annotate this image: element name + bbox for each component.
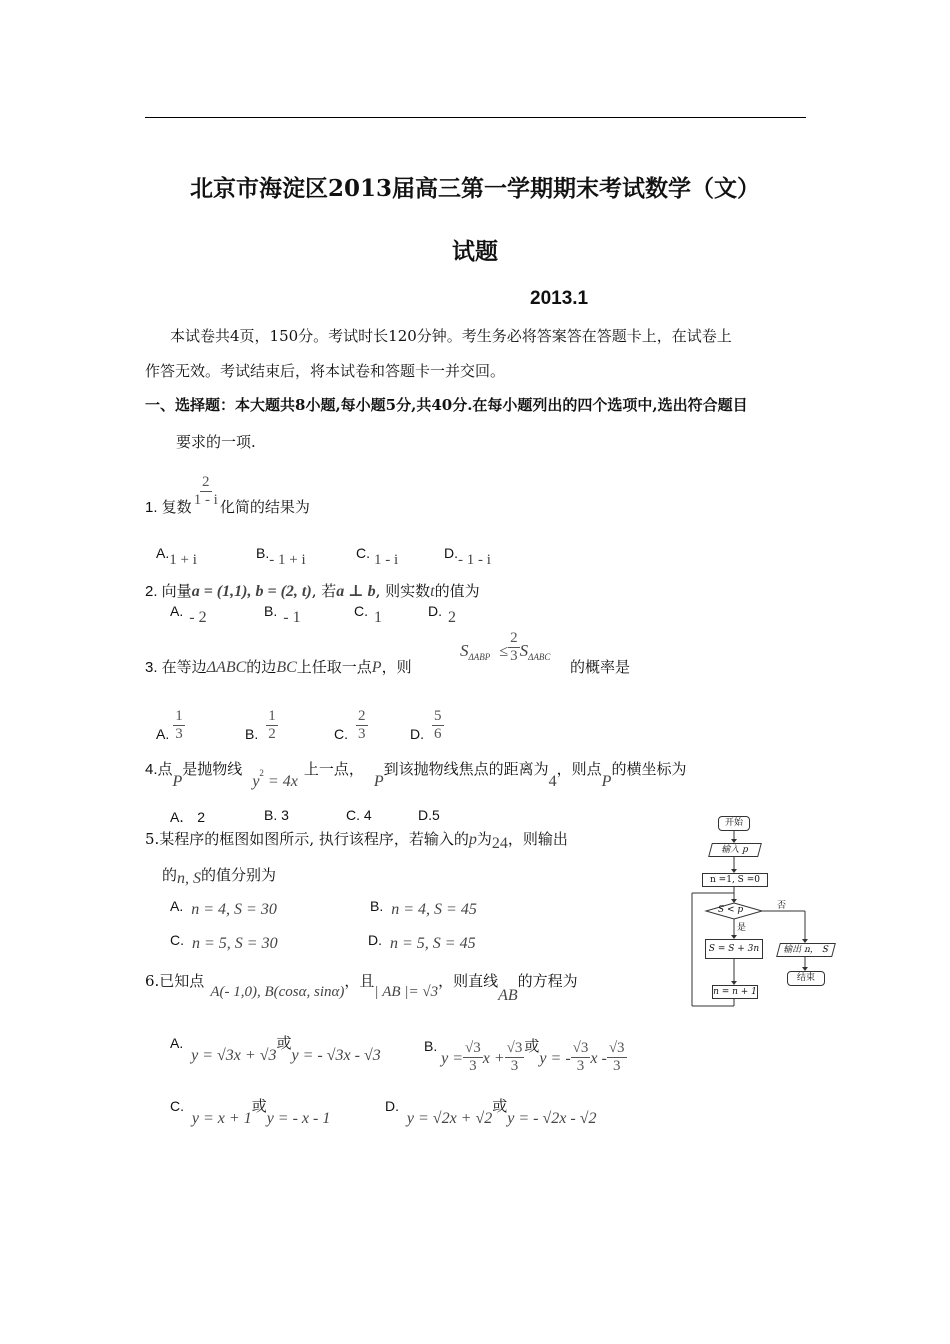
q1-option-a xyxy=(156,545,197,568)
q6-math-3: AB xyxy=(498,987,518,1004)
option-frac-den: 6 xyxy=(434,726,442,742)
flow-init: n =1, S =0 xyxy=(702,873,768,887)
q5-text-2: 为 xyxy=(476,830,492,848)
option-label: C. xyxy=(334,726,348,743)
q3-frac-den: 3 xyxy=(510,648,518,664)
q2-math-1: a = (1,1), b = (2, t) xyxy=(191,583,312,600)
q4-math-2b: = 4x xyxy=(263,773,298,790)
question-5 xyxy=(145,828,568,852)
option-value: n = 4, S = 45 xyxy=(391,901,477,918)
header-rule xyxy=(145,117,806,118)
section-heading-line2: 要求的一项. xyxy=(176,433,256,451)
option-value: 4 xyxy=(363,807,372,823)
q1-option-b xyxy=(256,545,306,568)
q3-text-3: 上任取一点 xyxy=(296,658,372,676)
flow-start: 开始 xyxy=(718,816,750,831)
q2-math-2: a ⊥ b xyxy=(336,583,376,600)
frac-den: 3 xyxy=(612,1058,621,1074)
q4-option-b xyxy=(264,807,289,823)
option-value: n = 4, S = 30 xyxy=(191,901,277,918)
q2-option-b xyxy=(264,603,301,626)
option-label: B. xyxy=(264,603,278,619)
q4-text-3: 上一点， xyxy=(303,760,364,778)
option-value: - 2 xyxy=(189,609,207,626)
flowchart-lines xyxy=(690,812,850,1008)
q3-leq: ≤ xyxy=(499,643,509,660)
q5-math-3: n, S xyxy=(177,870,202,887)
option-label: D. xyxy=(368,932,382,948)
option-value: - 1 + i xyxy=(269,552,306,568)
option-fraction xyxy=(266,708,278,743)
q6-option-a xyxy=(170,1032,381,1064)
q5-option-b xyxy=(370,898,477,916)
q5-text-5: 的值分别为 xyxy=(201,866,277,884)
q1-fraction xyxy=(192,474,220,509)
q3-text-2: 的边 xyxy=(246,658,277,676)
q2-option-c xyxy=(354,603,382,626)
option-label: C. xyxy=(170,932,184,948)
q1-option-c xyxy=(356,545,399,568)
q5-text-1: 5.某程序的框图如图所示, 执行该程序，若输入的 xyxy=(145,830,469,848)
q5-math-1: p xyxy=(468,831,477,848)
q3-option-c xyxy=(334,708,368,743)
q4-sup: 2 xyxy=(259,768,264,778)
q5-text-4: 的 xyxy=(162,866,178,884)
q6-d-eq1: y = √2x + √2 xyxy=(406,1110,493,1127)
q3-math-3: P xyxy=(371,659,382,676)
frac-den: 3 xyxy=(510,1058,519,1074)
option-fraction xyxy=(432,708,444,743)
q3-option-b xyxy=(245,708,278,743)
option-label: A. xyxy=(170,603,184,619)
frac-den: 3 xyxy=(469,1058,477,1074)
question-1 xyxy=(145,464,310,516)
q3-frac-num: 2 xyxy=(510,630,518,646)
option-label: C. xyxy=(354,603,368,619)
q4-option-a xyxy=(170,807,205,827)
q3-s-abp: S xyxy=(460,641,469,660)
option-label: D. xyxy=(428,603,442,619)
option-label: D. xyxy=(410,726,424,743)
option-label: A． xyxy=(170,809,194,825)
option-label: A. xyxy=(170,1035,184,1051)
q3-sub-abc: ΔABC xyxy=(528,652,551,662)
flow-update-s: S = S + 3n xyxy=(705,939,763,959)
q4-option-c xyxy=(346,807,372,823)
option-label: A. xyxy=(156,545,170,561)
q5-math-2: 24 xyxy=(491,835,508,852)
q4-text-1: 4.点 xyxy=(145,761,173,778)
option-value: 3 xyxy=(281,807,289,823)
option-value: 1 - i xyxy=(374,552,399,568)
q6-b-or: 或 xyxy=(524,1037,540,1056)
q6-b-eq1a: y = xyxy=(441,1050,464,1068)
q6-b-frac2 xyxy=(505,1040,525,1075)
q6-math-1: A(- 1,0), B(cosα, sinα) xyxy=(210,984,345,1000)
option-label: A. xyxy=(156,726,170,743)
intro-line1: 本试卷共4页，150分。考试时长120分钟。考生务必将答案答在答题卡上，在试卷上 xyxy=(170,327,732,345)
q3-s-abc: S xyxy=(519,641,529,660)
flow-update-n: n = n + 1 xyxy=(713,987,757,997)
q6-d-eq2: y = - √2x - √2 xyxy=(507,1110,597,1127)
option-frac-num: 5 xyxy=(434,708,442,724)
question-5-line2 xyxy=(162,864,276,885)
frac-den: 3 xyxy=(576,1058,585,1074)
option-frac-den: 3 xyxy=(358,726,366,742)
q1-frac-den: 1 - i xyxy=(193,492,218,508)
q5-option-a xyxy=(170,898,277,916)
option-frac-num: 2 xyxy=(358,708,366,724)
q4-text-2: 是抛物线 xyxy=(182,760,243,778)
q2-text-4: 的值为 xyxy=(434,582,480,600)
page-title: 北京市海淀区2013届高三第一学期期末考试数学（文） xyxy=(189,175,760,202)
option-value: 1 + i xyxy=(169,552,197,568)
flow-end: 结束 xyxy=(787,971,825,986)
q6-option-b xyxy=(424,1030,627,1074)
frac-num: √3 xyxy=(608,1040,625,1056)
option-value: - 1 xyxy=(283,609,301,626)
q4-text-5: ，则点 xyxy=(556,760,602,778)
q2-math-3: t xyxy=(430,583,435,600)
exam-date: 2013.1 xyxy=(530,288,589,309)
frac-num: √3 xyxy=(506,1040,523,1056)
flow-yes: 是 xyxy=(737,923,747,933)
q1-suffix: 化简的结果为 xyxy=(219,498,310,516)
q1-frac-num: 2 xyxy=(202,474,210,490)
q4-math-3: P xyxy=(373,773,384,790)
option-value: n = 5, S = 30 xyxy=(192,935,278,952)
q6-c-eq2: y = - x - 1 xyxy=(266,1110,331,1127)
q6-b-frac4 xyxy=(607,1040,627,1075)
option-value: 2 xyxy=(197,809,206,825)
frac-num: √3 xyxy=(465,1040,481,1056)
intro-line2: 作答无效。考试结束后，将本试卷和答题卡一并交回。 xyxy=(145,362,506,380)
q4-math-2: y xyxy=(252,773,260,790)
flowchart xyxy=(690,812,850,1008)
q4-math-1: P xyxy=(172,773,183,790)
q6-b-frac3 xyxy=(571,1040,591,1075)
option-frac-den: 3 xyxy=(175,726,183,742)
option-label: C. xyxy=(356,545,370,561)
q6-b-eq1b: x + xyxy=(482,1050,505,1068)
q2-option-d xyxy=(428,603,456,626)
flow-output: 输出 n， S xyxy=(776,943,836,957)
flow-no: 否 xyxy=(777,901,787,911)
option-label: B. xyxy=(256,545,270,561)
q1-prefix: 1. 复数 xyxy=(145,499,192,516)
q5-option-c xyxy=(170,932,278,950)
question-6 xyxy=(145,970,578,1004)
q4-option-d xyxy=(418,807,440,823)
q1-option-d xyxy=(444,545,491,568)
page-title-line2: 试题 xyxy=(452,238,498,265)
q6-math-2: | AB |= √3 xyxy=(374,984,439,1000)
option-label: B. xyxy=(264,807,278,823)
option-value: n = 5, S = 45 xyxy=(390,935,476,952)
q6-option-c xyxy=(170,1095,331,1127)
q6-b-eq2b: x - xyxy=(590,1050,607,1068)
frac-num: √3 xyxy=(572,1040,589,1056)
q4-math-5: P xyxy=(601,773,612,790)
option-value: - 1 - i xyxy=(458,552,491,568)
q4-text-6: 的横坐标为 xyxy=(611,760,687,778)
q6-text-2: ，且 xyxy=(344,972,375,990)
option-label: B. xyxy=(370,898,384,914)
q3-sub-abp: ΔABP xyxy=(468,652,491,662)
q6-text-4: 的方程为 xyxy=(517,972,578,990)
q4-math-4: 4 xyxy=(548,773,557,790)
q3-text-4: ，则 xyxy=(381,658,412,676)
question-2 xyxy=(145,580,480,601)
q2-text-2: , 若 xyxy=(311,582,337,600)
q3-option-d xyxy=(410,708,444,743)
q3-option-a xyxy=(156,708,185,743)
q6-text-3: ，则直线 xyxy=(438,972,499,990)
q3-suffix: 的概率是 xyxy=(570,658,631,676)
q6-a-eq2: y = - √3x - √3 xyxy=(291,1047,381,1064)
option-fraction xyxy=(173,708,185,743)
option-fraction xyxy=(356,708,368,743)
option-frac-num: 1 xyxy=(268,708,276,724)
option-label: A. xyxy=(170,898,184,914)
section-heading: 一、选择题：本大题共8小题,每小题5分,共40分.在每小题列出的四个选项中,选出符合题目 xyxy=(145,396,748,414)
q6-c-eq1: y = x + 1 xyxy=(191,1110,252,1127)
q2-text-1: 2. 向量 xyxy=(145,583,192,600)
q3-text-1: 3. 在等边 xyxy=(145,659,207,676)
q3-inequality xyxy=(460,630,550,665)
option-label: B. xyxy=(424,1038,438,1055)
q4-text-4: 到该抛物线焦点的距离为 xyxy=(383,760,549,778)
option-value: 2 xyxy=(448,609,456,626)
flow-input: 输入 p xyxy=(708,843,762,857)
option-label: C. xyxy=(170,1098,184,1114)
q6-a-eq1: y = √3x + √3 xyxy=(191,1047,277,1064)
q6-b-eq2a: y = - xyxy=(539,1050,571,1068)
question-4 xyxy=(145,758,687,790)
q5-text-3: ，则输出 xyxy=(507,830,568,848)
option-frac-den: 2 xyxy=(268,726,276,742)
option-label: B. xyxy=(245,726,259,743)
q6-text-1: 6.已知点 xyxy=(145,972,205,990)
q6-option-d xyxy=(385,1095,597,1127)
q6-d-or: 或 xyxy=(492,1097,508,1115)
q5-option-d xyxy=(368,932,476,950)
option-label: D. xyxy=(418,807,432,823)
q2-option-a xyxy=(170,603,207,626)
question-3 xyxy=(145,656,412,677)
option-value: 5 xyxy=(432,807,440,823)
q6-b-frac1 xyxy=(463,1040,483,1075)
q6-a-or: 或 xyxy=(276,1034,292,1052)
q2-text-3: , 则实数 xyxy=(375,582,431,600)
q6-c-or: 或 xyxy=(251,1097,267,1115)
option-frac-num: 1 xyxy=(175,708,183,724)
q3-fraction xyxy=(508,630,520,665)
option-value: 1 xyxy=(374,609,382,626)
option-label: D. xyxy=(444,545,458,561)
option-label: C. xyxy=(346,807,360,823)
q3-math-1: ΔABC xyxy=(206,659,247,676)
q3-math-2: BC xyxy=(276,659,297,676)
flow-condition: S < p xyxy=(718,905,744,915)
option-label: D. xyxy=(385,1098,399,1114)
